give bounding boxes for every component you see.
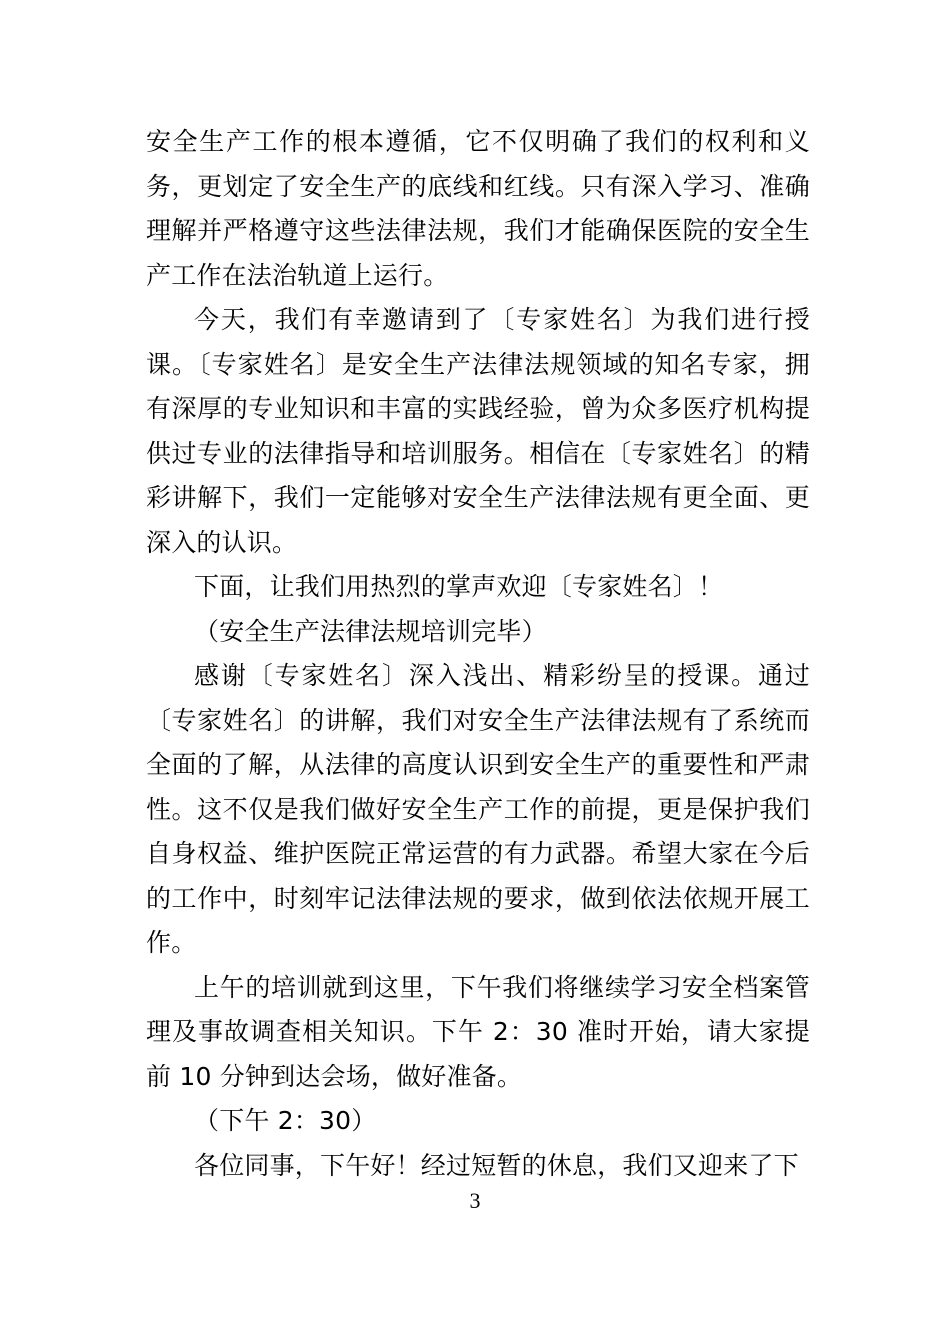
paragraph-afternoon-schedule: 上午的培训就到这里，下午我们将继续学习安全档案管理及事故调查相关知识。下午 2：30 准时开始，请大家提前 10 分钟到达会场，做好准备。	[146, 972, 810, 1091]
paragraph-afternoon-greeting: 各位同事，下午好！经过短暂的休息，我们又迎来了下	[194, 1150, 799, 1180]
page-number: 3	[469, 1188, 481, 1213]
document-body	[146, 120, 810, 1188]
paragraph-continuation: 安全生产工作的根本遵循，它不仅明确了我们的权利和义务，更划定了安全生产的底线和红线。只有深入学习、准确理解并严格遵守这些法律法规，我们才能确保医院的安全生产工作在法治轨道上运行。	[146, 127, 810, 290]
paragraph-training-complete-note: （安全生产法律法规培训完毕）	[194, 616, 547, 646]
paragraph-thanks-summary: 感谢〔专家姓名〕深入浅出、精彩纷呈的授课。通过〔专家姓名〕的讲解，我们对安全生产法律法规有了系统而全面的了解，从法律的高度认识到安全生产的重要性和严肃性。这不仅是我们做好安全生产工作的前提，更是保护我们自身权益、维护医院正常运营的有力武器。希望大家在今后的工作中，时刻牢记法律法规的要求，做到依法依规开展工作。	[146, 661, 810, 957]
paragraph-afternoon-time-note: （下午 2：30）	[194, 1106, 377, 1135]
paragraph-welcome-applause: 下面，让我们用热烈的掌声欢迎〔专家姓名〕！	[194, 572, 724, 601]
paragraph-expert-introduction: 今天，我们有幸邀请到了〔专家姓名〕为我们进行授课。〔专家姓名〕是安全生产法律法规领域的知名专家，拥有深厚的专业知识和丰富的实践经验，曾为众多医疗机构提供过专业的法律指导和培训服务。相信在〔专家姓名〕的精彩讲解下，我们一定能够对安全生产法律法规有更全面、更深入的认识。	[146, 305, 810, 557]
